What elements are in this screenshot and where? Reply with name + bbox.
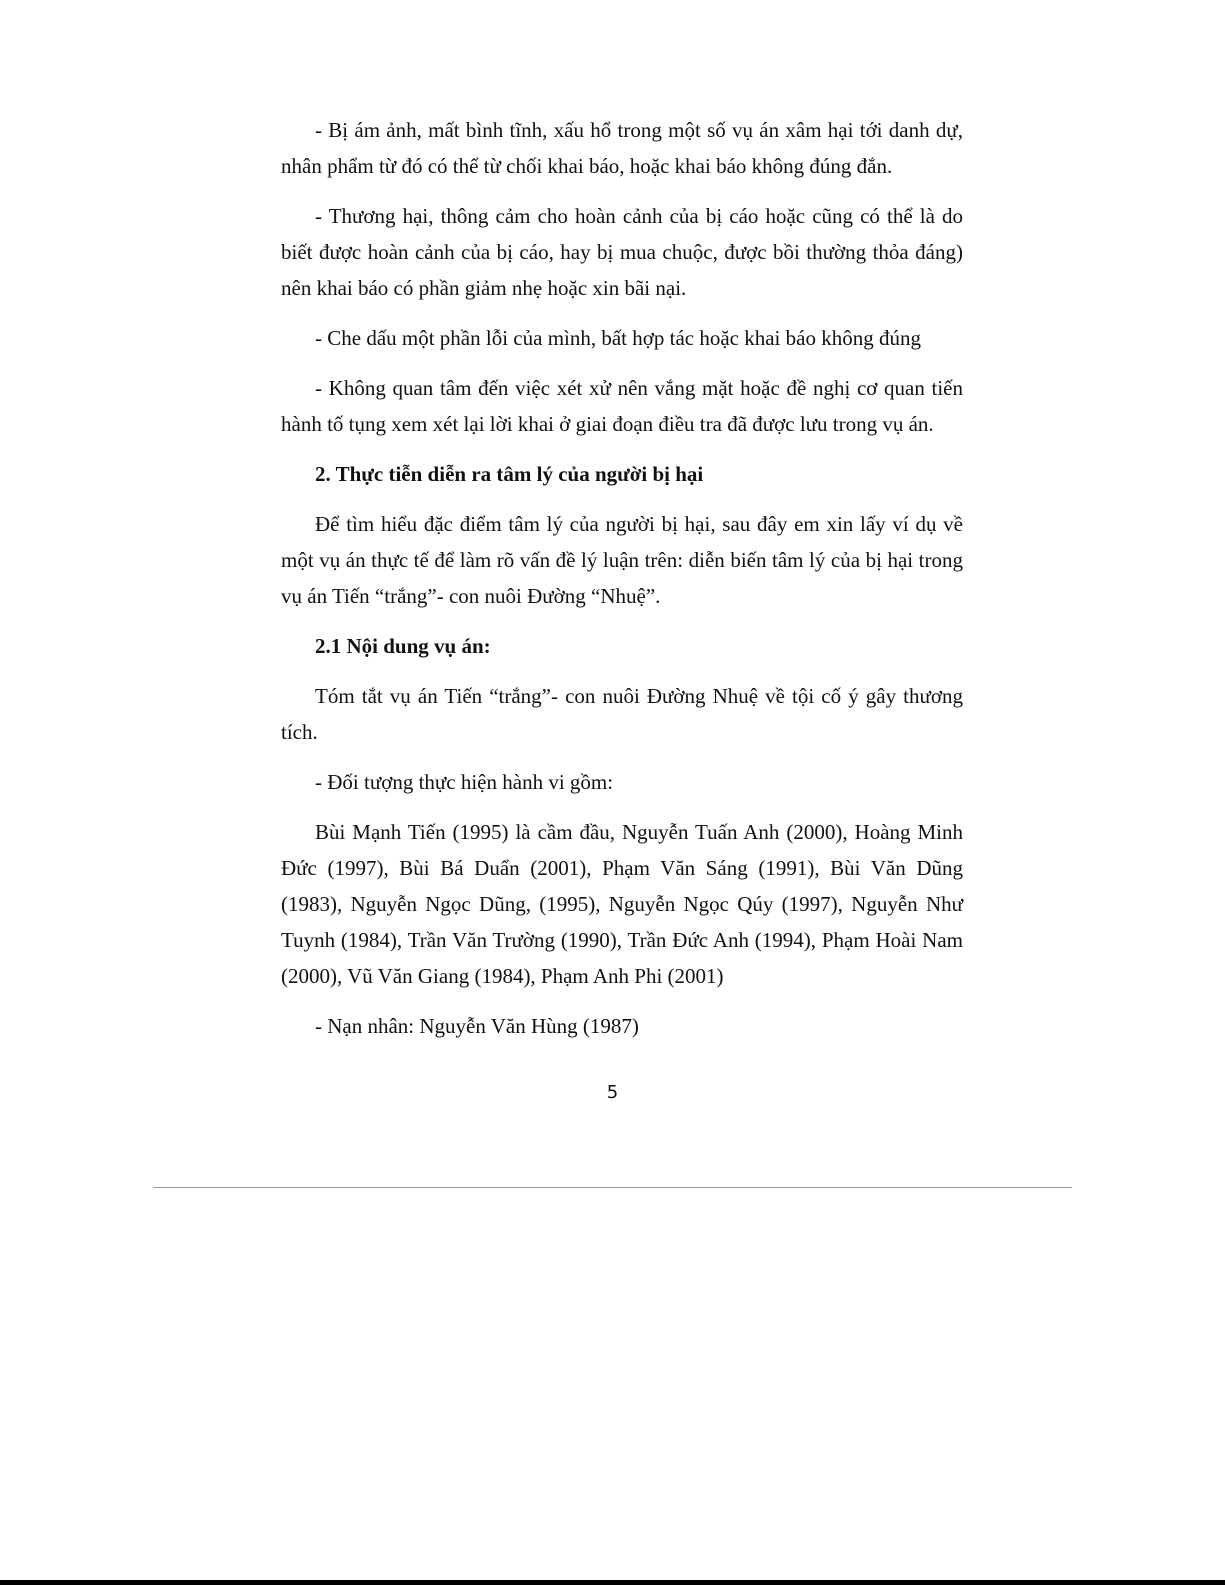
page-number: 5 xyxy=(606,1082,619,1103)
paragraph-indifference: - Không quan tâm đến việc xét xử nên vắng mặt hoặc đề nghị cơ quan tiến hành tố tụng xem xét lại lời khai ở giai đoạn điều tra đã được lưu trong vụ án. xyxy=(281,376,963,436)
paragraph-case-summary: Tóm tắt vụ án Tiến “trắng”- con nuôi Đường Nhuệ về tội cố ý gây thương tích. xyxy=(281,684,963,744)
section-heading-2: 2. Thực tiễn diễn ra tâm lý của người bị hại xyxy=(315,462,704,486)
section-heading-2-1: 2.1 Nội dung vụ án: xyxy=(315,634,491,658)
paragraph-trauma: - Bị ám ảnh, mất bình tĩnh, xấu hổ trong một số vụ án xâm hại tới danh dự, nhân phẩm từ đó có thể từ chối khai báo, hoặc khai báo không đúng đắn. xyxy=(281,118,963,178)
paragraph-perpetrators-list: Bùi Mạnh Tiến (1995) là cầm đầu, Nguyễn Tuấn Anh (2000), Hoàng Minh Đức (1997), Bùi Bá Duẩn (2001), Phạm Văn Sáng (1991), Bùi Văn Dũng (1983), Nguyễn Ngọc Dũng, (1995), Nguyễn Ngọc Qúy (1997), Nguyễn Như Tuynh (1984), Trần Văn Trường (1990), Trần Đức Anh (1994), Phạm Hoài Nam (2000), Vũ Văn Giang (1984), Phạm Anh Phi (2001) xyxy=(281,820,963,988)
footer-divider xyxy=(153,1187,1072,1188)
paragraph-intro-case: Để tìm hiểu đặc điểm tâm lý của người bị hại, sau đây em xin lấy ví dụ về một vụ án thực tế để làm rõ vấn đề lý luận trên: diễn biến tâm lý của bị hại trong vụ án Tiến “trắng”- con nuôi Đường “Nhuệ”. xyxy=(281,512,963,608)
page-body xyxy=(281,112,963,1058)
paragraph-perpetrators-label: - Đối tượng thực hiện hành vi gồm: xyxy=(315,770,614,794)
bottom-border xyxy=(0,1580,1225,1585)
paragraph-sympathy: - Thương hại, thông cảm cho hoàn cảnh của bị cáo hoặc cũng có thể là do biết được hoàn cảnh của bị cáo, hay bị mua chuộc, được bồi thường thỏa đáng) nên khai báo có phần giảm nhẹ hoặc xin bãi nại. xyxy=(281,204,963,300)
paragraph-conceal-fault: - Che dấu một phần lỗi của mình, bất hợp tác hoặc khai báo không đúng xyxy=(315,326,921,350)
paragraph-victim: - Nạn nhân: Nguyễn Văn Hùng (1987) xyxy=(315,1014,639,1038)
